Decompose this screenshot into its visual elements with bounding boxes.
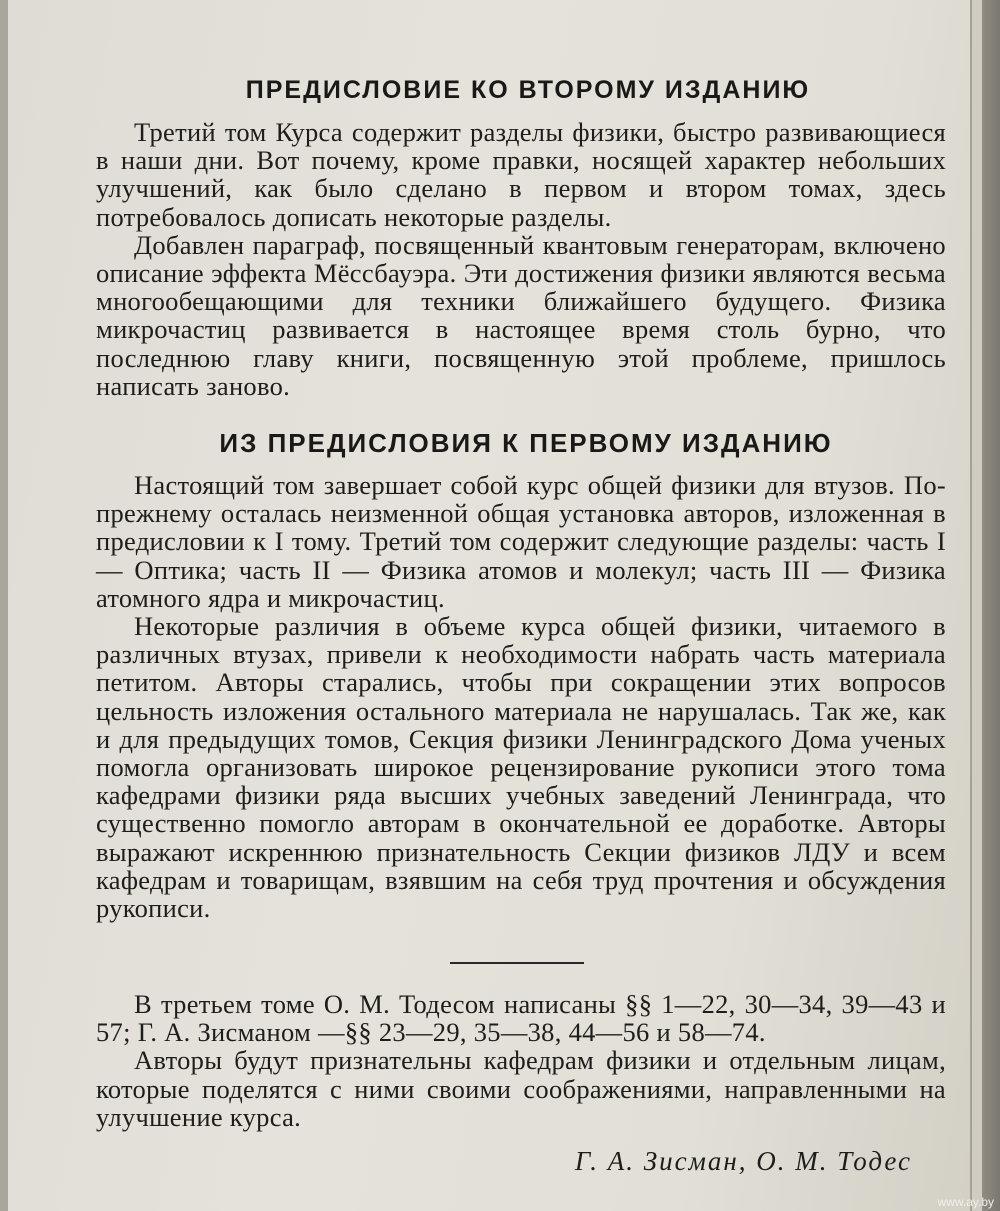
section-first-edition-body: [96, 471, 946, 922]
page-edge: [972, 0, 982, 1211]
site-watermark: www.ay.by: [937, 1195, 994, 1209]
book-page: [8, 0, 970, 1211]
paragraph: Третий том Курса содержит разделы физики, быстро развивающиеся в наши дни. Вот почему, кроме правки, носящей характер небольших улучшений, как было сделано в первом и втором томах, здесь потребовалось дописать некоторые разделы.: [96, 117, 946, 232]
section-second-edition-body: [96, 118, 946, 400]
paragraph: Настоящий том завершает собой курс общей физики для втузов. По-прежнему осталась неизменной общая установка авторов, изложенная в предисловии к I тому. Третий том содержит следующие разделы: часть I — Оптика; часть II — Физика атомов и молекул; часть III — Физика атомного ядра и микрочастиц.: [96, 470, 946, 613]
paragraph: Некоторые различия в объеме курса общей физики, читаемого в различных втузах, привели к необходимости набрать часть материала петитом. Авторы старались, чтобы при сокращении этих вопросов цельность изложения остального материала не нарушалась. Так же, как и для предыдущих томов, Секция физики Ленинградского Дома ученых помогла организовать широкое рецензирование рукописи этого тома кафедрами физики ряда высших учебных заведений Ленинграда, что существенно помогло авторам в окончательной ее доработке. Авторы выражают искреннюю признательность Секции физиков ЛДУ и всем кафедрам и товарищам, взявшим на себя труд прочтения и обсуждения рукописи.: [96, 611, 946, 924]
paragraph: В третьем томе О. М. Тодесом написаны §§ 1—22, 30—34, 39—43 и 57; Г. А. Зисманом —§§ 23—29, 35—38, 44—56 и 58—74.: [96, 989, 946, 1048]
section-title-first-edition: ИЗ ПРЕДИСЛОВИЯ К ПЕРВОМУ ИЗДАНИЮ: [219, 428, 833, 458]
authorship-notes: [96, 990, 946, 1131]
paragraph: Авторы будут признательны кафедрам физики и отдельным лицам, которые поделятся с ними своими соображениями, направленными на улучшение курса.: [96, 1045, 946, 1132]
authors-signature: Г. А. Зисман, О. М. Тодес: [574, 1146, 912, 1176]
section-divider: [450, 962, 584, 964]
section-title-second-edition: ПРЕДИСЛОВИЕ КО ВТОРОМУ ИЗДАНИЮ: [245, 76, 811, 104]
paragraph: Добавлен параграф, посвященный квантовым генераторам, включено описание эффекта Мёссбауэра. Эти достижения физики являются весьма многообещающими для техники ближайшего будущего. Физика микрочастиц развивается в настоящее время столь бурно, что последнюю главу книги, посвященную этой проблеме, пришлось написать заново.: [96, 229, 946, 401]
